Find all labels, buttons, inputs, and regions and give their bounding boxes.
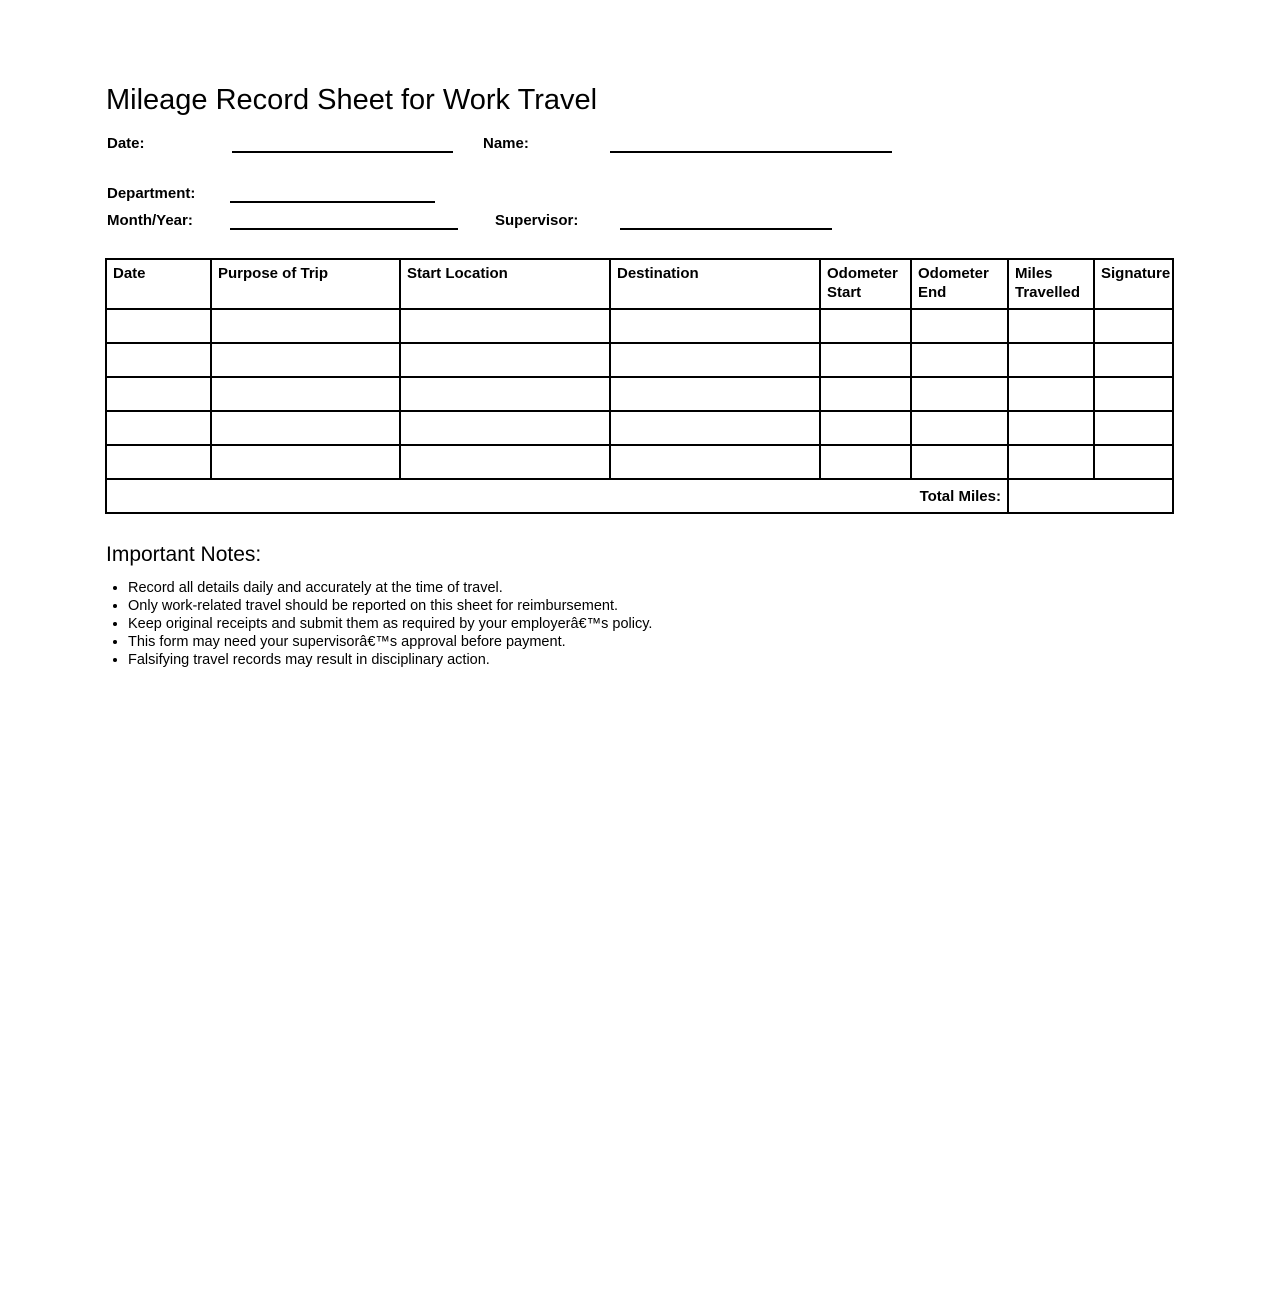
table-cell[interactable] <box>820 445 911 479</box>
col-header-destination: Destination <box>610 259 820 309</box>
table-cell[interactable] <box>1094 411 1173 445</box>
table-cell[interactable] <box>106 377 211 411</box>
table-row <box>106 343 1173 377</box>
table-cell[interactable] <box>820 343 911 377</box>
table-row <box>106 377 1173 411</box>
note-item: • Only work-related travel should be reported on this sheet for reimbursement. <box>128 597 807 615</box>
department-field[interactable] <box>230 186 435 203</box>
table-cell[interactable] <box>820 411 911 445</box>
table-cell[interactable] <box>610 411 820 445</box>
note-item: • This form may need your supervisorâ€™s approval before payment. <box>128 633 807 651</box>
table-cell[interactable] <box>400 377 610 411</box>
table-cell[interactable] <box>1008 343 1094 377</box>
table-cell[interactable] <box>211 377 400 411</box>
table-cell[interactable] <box>1094 309 1173 343</box>
mileage-table <box>105 258 1174 514</box>
table-cell[interactable] <box>1094 343 1173 377</box>
col-header-miles-travelled: Miles Travelled <box>1008 259 1094 309</box>
table-cell[interactable] <box>911 309 1008 343</box>
table-row <box>106 309 1173 343</box>
table-cell[interactable] <box>211 309 400 343</box>
note-item: • Keep original receipts and submit them as required by your employerâ€™s policy. <box>128 615 807 633</box>
month-year-field[interactable] <box>230 213 458 230</box>
table-cell[interactable] <box>1008 411 1094 445</box>
table-header-row <box>106 259 1173 309</box>
table-cell[interactable] <box>400 343 610 377</box>
table-row <box>106 411 1173 445</box>
table-cell[interactable] <box>106 445 211 479</box>
table-row <box>106 445 1173 479</box>
name-label: Name: <box>483 135 529 152</box>
note-item: • Falsifying travel records may result in disciplinary action. <box>128 651 807 669</box>
table-cell[interactable] <box>400 445 610 479</box>
table-cell[interactable] <box>400 411 610 445</box>
supervisor-field[interactable] <box>620 213 832 230</box>
table-cell[interactable] <box>1008 377 1094 411</box>
table-cell[interactable] <box>911 377 1008 411</box>
table-cell[interactable] <box>106 343 211 377</box>
table-cell[interactable] <box>610 445 820 479</box>
page-title: Mileage Record Sheet for Work Travel <box>106 84 598 116</box>
col-header-purpose: Purpose of Trip <box>211 259 400 309</box>
date-field[interactable] <box>232 136 453 153</box>
month-year-label: Month/Year: <box>107 212 193 229</box>
date-label: Date: <box>107 135 145 152</box>
notes-list <box>107 579 807 669</box>
col-header-odometer-end: Odometer End <box>911 259 1008 309</box>
table-cell[interactable] <box>106 411 211 445</box>
supervisor-label: Supervisor: <box>495 212 579 229</box>
notes-heading: Important Notes: <box>106 543 262 566</box>
table-cell[interactable] <box>211 445 400 479</box>
table-cell[interactable] <box>610 343 820 377</box>
table-cell[interactable] <box>911 343 1008 377</box>
col-header-odometer-start: Odometer Start <box>820 259 911 309</box>
total-row <box>106 479 1173 513</box>
col-header-start-location: Start Location <box>400 259 610 309</box>
table-cell[interactable] <box>820 309 911 343</box>
table-cell[interactable] <box>400 309 610 343</box>
total-miles-label: Total Miles: <box>106 479 1008 513</box>
table-cell[interactable] <box>610 309 820 343</box>
table-cell[interactable] <box>106 309 211 343</box>
table-cell[interactable] <box>211 411 400 445</box>
col-header-date: Date <box>106 259 211 309</box>
table-cell[interactable] <box>1094 377 1173 411</box>
table-cell[interactable] <box>610 377 820 411</box>
col-header-signature: Signature <box>1094 259 1173 309</box>
table-cell[interactable] <box>1008 309 1094 343</box>
table-cell[interactable] <box>820 377 911 411</box>
department-label: Department: <box>107 185 196 202</box>
total-miles-value-cell[interactable] <box>1008 479 1173 513</box>
table-cell[interactable] <box>1008 445 1094 479</box>
name-field[interactable] <box>610 136 892 153</box>
note-item: • Record all details daily and accurately at the time of travel. <box>128 579 807 597</box>
table-cell[interactable] <box>911 445 1008 479</box>
table-cell[interactable] <box>211 343 400 377</box>
table-cell[interactable] <box>911 411 1008 445</box>
table-cell[interactable] <box>1094 445 1173 479</box>
